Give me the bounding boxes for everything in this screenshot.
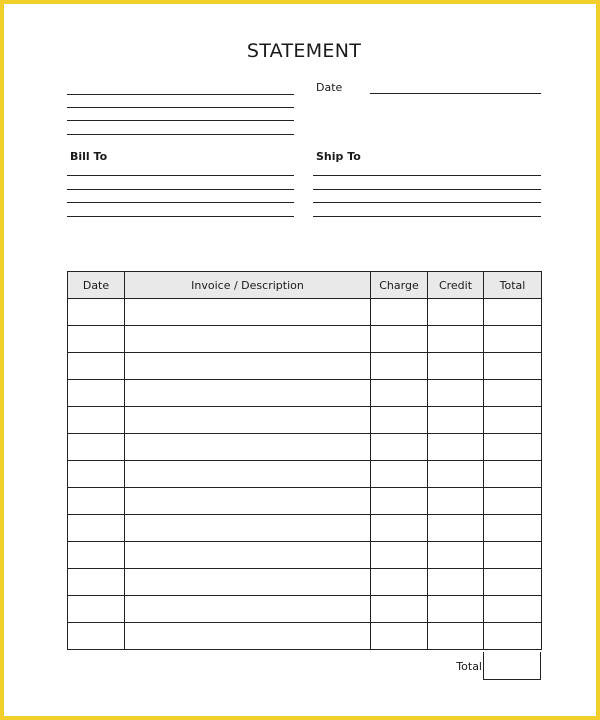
cell-charge[interactable] xyxy=(371,596,428,623)
ship-to-line-2[interactable] xyxy=(313,189,541,190)
column-header-date: Date xyxy=(68,272,125,299)
cell-date[interactable] xyxy=(68,461,125,488)
cell-total[interactable] xyxy=(484,596,542,623)
table-row xyxy=(68,596,542,623)
cell-date[interactable] xyxy=(68,488,125,515)
ship-to-label: Ship To xyxy=(316,150,361,163)
cell-total[interactable] xyxy=(484,461,542,488)
column-header-description: Invoice / Description xyxy=(125,272,371,299)
grand-total-label: Total xyxy=(456,660,482,673)
cell-charge[interactable] xyxy=(371,299,428,326)
table-row xyxy=(68,299,542,326)
table-row xyxy=(68,407,542,434)
cell-date[interactable] xyxy=(68,623,125,650)
from-line-1[interactable] xyxy=(67,94,294,95)
cell-charge[interactable] xyxy=(371,461,428,488)
table-row xyxy=(68,461,542,488)
table-row xyxy=(68,326,542,353)
cell-charge[interactable] xyxy=(371,542,428,569)
cell-total[interactable] xyxy=(484,407,542,434)
statement-table xyxy=(67,271,542,650)
cell-date[interactable] xyxy=(68,434,125,461)
table-row xyxy=(68,488,542,515)
cell-date[interactable] xyxy=(68,515,125,542)
cell-total[interactable] xyxy=(484,326,542,353)
cell-credit[interactable] xyxy=(428,515,484,542)
from-line-2[interactable] xyxy=(67,107,294,108)
table-row xyxy=(68,569,542,596)
table-row xyxy=(68,353,542,380)
cell-credit[interactable] xyxy=(428,434,484,461)
ship-to-line-1[interactable] xyxy=(313,175,541,176)
ship-to-line-3[interactable] xyxy=(313,202,541,203)
bill-to-line-1[interactable] xyxy=(67,175,294,176)
bill-to-line-4[interactable] xyxy=(67,216,294,217)
cell-date[interactable] xyxy=(68,407,125,434)
cell-total[interactable] xyxy=(484,299,542,326)
table-row xyxy=(68,380,542,407)
table-header-row xyxy=(68,272,542,299)
cell-charge[interactable] xyxy=(371,380,428,407)
cell-credit[interactable] xyxy=(428,488,484,515)
cell-charge[interactable] xyxy=(371,623,428,650)
cell-total[interactable] xyxy=(484,569,542,596)
cell-total[interactable] xyxy=(484,434,542,461)
bill-to-line-3[interactable] xyxy=(67,202,294,203)
from-line-4[interactable] xyxy=(67,134,294,135)
cell-credit[interactable] xyxy=(428,353,484,380)
cell-charge[interactable] xyxy=(371,569,428,596)
cell-description[interactable] xyxy=(125,353,371,380)
cell-total[interactable] xyxy=(484,380,542,407)
cell-charge[interactable] xyxy=(371,407,428,434)
cell-credit[interactable] xyxy=(428,380,484,407)
cell-credit[interactable] xyxy=(428,596,484,623)
cell-description[interactable] xyxy=(125,461,371,488)
cell-description[interactable] xyxy=(125,434,371,461)
cell-credit[interactable] xyxy=(428,542,484,569)
table-row xyxy=(68,623,542,650)
table-row xyxy=(68,542,542,569)
table-row xyxy=(68,434,542,461)
cell-date[interactable] xyxy=(68,326,125,353)
cell-total[interactable] xyxy=(484,353,542,380)
cell-credit[interactable] xyxy=(428,623,484,650)
cell-total[interactable] xyxy=(484,542,542,569)
cell-description[interactable] xyxy=(125,596,371,623)
cell-credit[interactable] xyxy=(428,326,484,353)
cell-charge[interactable] xyxy=(371,488,428,515)
column-header-credit: Credit xyxy=(428,272,484,299)
cell-description[interactable] xyxy=(125,299,371,326)
cell-total[interactable] xyxy=(484,515,542,542)
grand-total-field[interactable] xyxy=(483,652,541,680)
cell-date[interactable] xyxy=(68,353,125,380)
cell-credit[interactable] xyxy=(428,407,484,434)
cell-description[interactable] xyxy=(125,623,371,650)
bill-to-label: Bill To xyxy=(70,150,108,163)
table-row xyxy=(68,515,542,542)
cell-date[interactable] xyxy=(68,299,125,326)
cell-description[interactable] xyxy=(125,569,371,596)
cell-description[interactable] xyxy=(125,407,371,434)
from-line-3[interactable] xyxy=(67,120,294,121)
cell-description[interactable] xyxy=(125,326,371,353)
cell-credit[interactable] xyxy=(428,569,484,596)
bill-to-line-2[interactable] xyxy=(67,189,294,190)
cell-description[interactable] xyxy=(125,542,371,569)
cell-total[interactable] xyxy=(484,623,542,650)
cell-date[interactable] xyxy=(68,569,125,596)
cell-charge[interactable] xyxy=(371,515,428,542)
cell-charge[interactable] xyxy=(371,326,428,353)
column-header-charge: Charge xyxy=(371,272,428,299)
ship-to-line-4[interactable] xyxy=(313,216,541,217)
cell-date[interactable] xyxy=(68,542,125,569)
date-label: Date xyxy=(316,81,343,94)
cell-charge[interactable] xyxy=(371,353,428,380)
date-line[interactable] xyxy=(370,93,541,94)
cell-charge[interactable] xyxy=(371,434,428,461)
cell-description[interactable] xyxy=(125,515,371,542)
cell-credit[interactable] xyxy=(428,299,484,326)
cell-date[interactable] xyxy=(68,596,125,623)
cell-date[interactable] xyxy=(68,380,125,407)
cell-description[interactable] xyxy=(125,380,371,407)
column-header-total: Total xyxy=(484,272,542,299)
document-title: STATEMENT xyxy=(246,40,362,62)
table-body xyxy=(68,299,542,650)
cell-description[interactable] xyxy=(125,488,371,515)
cell-total[interactable] xyxy=(484,488,542,515)
cell-credit[interactable] xyxy=(428,461,484,488)
